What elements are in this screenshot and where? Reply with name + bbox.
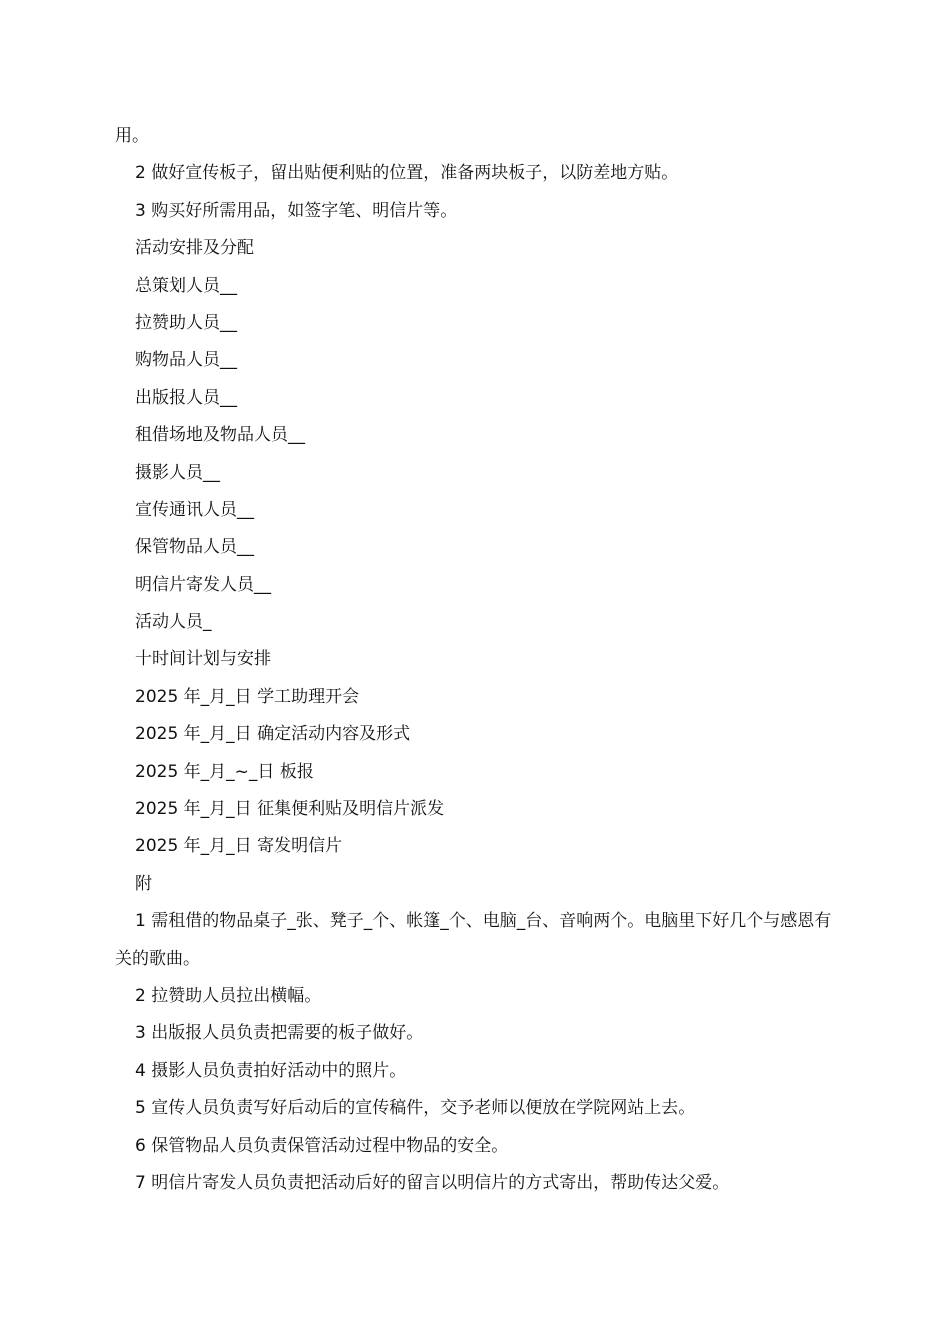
appendix-item-2: 2 拉赞助人员拉出横幅。 (135, 986, 322, 1007)
section-heading-schedule: 十时间计划与安排 (135, 649, 271, 670)
prep-item-2: 2 做好宣传板子，留出贴便利贴的位置，准备两块板子，以防差地方贴。 (135, 163, 679, 184)
role-purchasing: 购物品人员__ (135, 350, 237, 371)
role-venue-rental: 租借场地及物品人员__ (135, 425, 305, 446)
schedule-item-mailing: 2025 年_月_日 寄发明信片 (135, 836, 343, 857)
schedule-item-content: 2025 年_月_日 确定活动内容及形式 (135, 724, 411, 745)
role-sponsorship: 拉赞助人员__ (135, 312, 237, 333)
schedule-item-board: 2025 年_月_~_日 板报 (135, 761, 314, 782)
appendix-item-3: 3 出版报人员负责把需要的板子做好。 (135, 1023, 424, 1044)
appendix-item-6: 6 保管物品人员负责保管活动过程中物品的安全。 (135, 1135, 509, 1156)
section-heading-arrangement: 活动安排及分配 (135, 238, 254, 259)
role-chief-planner: 总策划人员__ (135, 275, 237, 296)
role-activity-staff: 活动人员_ (135, 612, 212, 633)
appendix-item-4: 4 摄影人员负责拍好活动中的照片。 (135, 1060, 407, 1081)
appendix-item-5: 5 宣传人员负责写好后动后的宣传稿件，交予老师以便放在学院网站上去。 (135, 1098, 696, 1119)
schedule-item-meeting: 2025 年_月_日 学工助理开会 (135, 686, 360, 707)
role-photography: 摄影人员__ (135, 462, 220, 483)
appendix-item-1: 1 需租借的物品桌子_张、凳子_个、帐篷_个、电脑_台、音响两个。电脑里下好几个与感恩有关的歌曲。 (115, 911, 832, 969)
role-publicity: 宣传通讯人员__ (135, 499, 254, 520)
role-bulletin-board: 出版报人员__ (135, 387, 237, 408)
prep-item-3: 3 购买好所需用品，如签字笔、明信片等。 (135, 200, 458, 221)
document-body (115, 118, 837, 1202)
schedule-item-collection: 2025 年_月_日 征集便利贴及明信片派发 (135, 799, 445, 820)
role-custody: 保管物品人员__ (135, 537, 254, 558)
role-postcard-mailing: 明信片寄发人员__ (135, 574, 271, 595)
paragraph-continuation: 用。 (115, 126, 149, 146)
appendix-item-7: 7 明信片寄发人员负责把活动后好的留言以明信片的方式寄出，帮助传达父爱。 (135, 1172, 730, 1193)
section-heading-appendix: 附 (135, 873, 152, 894)
